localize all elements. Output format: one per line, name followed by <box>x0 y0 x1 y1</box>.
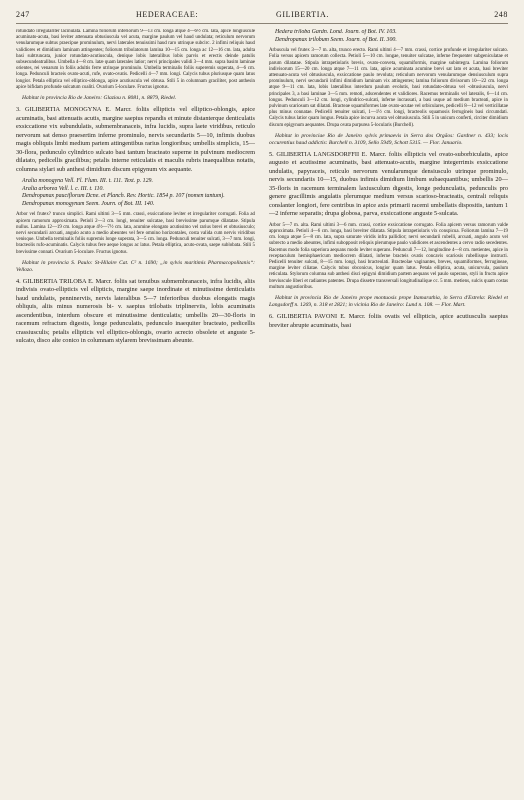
species-4-diagnosis: 4. GILIBERTIA TRILOBA E. Marcr. foliis sat tenuibus submembranaceis, infra lucidis, aliis indivisis ovato-ellipticis vel ellipticis, margine saepe inordinate et minutissime denticulatis haud undulatis, penninerviis, nervis lateralibus 5—7 inferioribus duobus elongatis magis obliquis, aliis minus numerosis bi- v. saepius trilobatis triplinerviis, lobis acuminatis ascendentibus, interdum obscure et minutissime denticulatis; umbellis 20—30-floris in racemum refractum digestis, longe pedunculatis, pedunculo inaequiter bracteato, pedicellis crassiusculis; petalis ellipticis vel elliptico-oblongis, ovario acrecto obsolete et anguste 5-sulcato, disco alte conico in columnam stylarem brevissimam abeunte. <box>16 277 255 345</box>
species-4-synonyms <box>275 29 508 44</box>
page-number-right: 248 <box>494 10 508 19</box>
species-4-habitat: Habitat in provinciae Rio de Janeiro sylvis primaevis in Serra dos Orgãos: Gardner n. 433; locis occurentius haud addictis: Burchell n. 3109, Sello 5949, Schott 5315. — Flor. Januario. <box>269 132 508 146</box>
continued-description: rotundato irregulariter lacinulata. Lamina foliorum inferiorum 9—13 cm. longa atque 4—6½ cm. lata, apice longiuscule acuminato-acuta, basi leviter attenuata obtusiuscula vel acuta, margine paulum vel haud undulata; reticulum nervorum venularumque subtus praecipue prominulum, nervi laterales tenuissimi haud raro utrinque subcirc. 2 infimi reliquis haud validiores et dimidium laminam attingentes; foliorum tribolatorum lamina 10—15 cm. longa ac 12—16 cm. lata, adulta basi subtruncata, junior rotundato-acutiuscula, denique lobis lateralibus lobis parvis et erectis deinde patulis subsecundeatralibus. Umbella 4—8 cm. latæ quam laterales latior; nervi principales validi 3—4 mm. supra basim laminae orientes, rei venarum in foliis adultis ferre utrinque prominulo. Umbella terminalis foliis superemis superata, 4—6 cm. longa. Pedunculi bracteis ovato-acuti, rufe, ovato-ovatis. Pedicelli 4—7 mm. longi. Calycis tubus pluriusque quam latus longior. Petala elliptica vel elliptico-oblonga, apice acutiuscula vel obtusa. Stili 5 in columnam graciliter, post anthesin apice bifidam profunde sulcatum coaliti. Ovarium 5-loculare. Fructus ignotus. <box>16 29 255 90</box>
species-3-habitat: Habitat in provincia S. Paulo: St-Hilaire Cat. C² n. 1690; „in sylvis maritimis Pharmacopolitanis“: Vellozo. <box>16 259 255 273</box>
page-number-left: 247 <box>16 10 30 19</box>
synonym-line: Dendropanax monogynum Seem. Journ. of Bot. III. 140. <box>22 200 155 207</box>
running-head-family: HEDERACEAE: <box>136 10 199 19</box>
species-5-description: Arbor 5—7 m. alta. Rami ultimi 3—6 mm. crassi, cortice exsiccatione corrugato. Folia apicem versus ramorum valde approximata. Petioli 4—6 cm. longa, basi breviter dilatata. Stipula intrapetiolaris vix conspicua. Foliorum lamina 7—19 cm. longa atque 5—8 cm. lata, supra saturate viridis infra pallidior; nervi secundarii rubelli, arcuati, angulo acuto vel subrecto a medio abeuntes, infimi subopposit reliquis plerumque paulo validiores et ascendentes a cervo radio secedentes. Racemus modo folia superiora aequans modo leviter superans. Pedunculi 7—12, longitudine 4—8 cm. metientes, apice in receptaculum hemisphaericum mediocrem dilatati, inferne bracteis ovatis concavis scariosis rubellisque instructi. Pedicelli tenuiter sulcati, 8—15 mm. longi, basi bracteolati. Bracteolae vaginantes, breves, squamiformes, ferrugineae, margine leviter ciliatae. Calycis tubus obconicus, longior quam latus. Petala elliptica, acuta, unicurvula, paulum reticulata. Stylorum columna sub anthesi disci epigyni dimidium partem aequans vel paulo superans, styli in fructu apice breviuscule liberi et radiantes patentes. Drupa dissetre transversali longitudinalique cc. 5 mm. metiens, sulcis quam costas multum angustioribus. <box>269 222 508 290</box>
synonym-line: Hedera triloba Gardn. Lond. Journ. of Bot. IV. 103. <box>275 29 397 35</box>
header-rule <box>16 23 508 24</box>
text-columns <box>16 29 508 792</box>
species-3-synonyms <box>22 178 255 208</box>
species-3-description: Arbor vel frutex? trunco simplici. Rami ultimi 3—5 mm. crassi, exsiccatione leviter et irregulariter corrugati. Folia ad apicem ramorum approximata. Petioli 2—3 cm. longi, tenuiter sulcatae, basi brevissime parumque dilatatae. Stipula nullus. Lamina 12—19 cm. longa atque 4½—7½ cm. lata, acumine elongato acutissimo vel rarius brevi et obtusiusculo; nervi secundarii arcuati, angulo acuto a medio abeuntes vel fere omnino horizontales, costa valida cum nervis viridibus venisque. Umbella terminalis foliis supremis longe superata, 3—5 cm. longa. Pedunculi tenuiter sulcati, 3—7 mm. longi, bracteolis rufo-acuminatis. Calycis tubus fere aeque longus ac latus. Petala elliptica, acuto-ovata, saepe sublobata. Stili 5 brevissime connati. Ovarium 5-loculare. Fructus ignotus. <box>16 212 255 255</box>
right-column <box>269 29 508 792</box>
species-5-habitat: Habitat in provincia Rio de Janeiro prope montuosis prope Itamarathia, in Serra d'Estrela: Riedel et Langsdorff n. 1269, n. 318 et 2821; in vicinia Rio de Janeiro: Lund n. 108. — Flor. Mart. <box>269 295 508 309</box>
running-header <box>16 10 508 22</box>
synonym-line: Aralia arborea Vell. l. c. III. t. 110. <box>22 185 104 192</box>
habitat-note: Habitat in provincia Rio de Janeiro: Glaziou n. 8081, n. 8879, Riedel. <box>22 95 177 102</box>
species-4-description: Arbuscula vel frutex 3—7 m. alta, trunco erecto. Rami ultimi 4—7 mm. crassi, cortice profunde et irregulariter sulcato. Folia versus apicem ramorum collecta. Petioli 5—10 cm. longae, tenuiter sulcatae, inferne frequenter subgeniculatae et parum dilatatae. Stipula intrapetiolaris brevis, ovato-conveta, squamiformis, margine subintegra. Lamina foliorum indivisorum 15—20 cm. longa atque 7—11 cm. lata, apice acuminata acumine brevi sat lato et acuta, basi breviter attenuato-acuta vel obtusiuscula, exsiccatione paulo revoluta; reticulum nervorum venularumque densiusculum supra prominulum, nervi secundarii infimi dimidium laminam vix attingentes; lamina foliorum divisorum 10—22 cm. longa atque 9—11 cm. lata, lobis lateralibus interdum paulum evolutis, basi rotundato-obtusa vel -obtusiuscula, nervi principales 3, a basi laminae 3—5 mm. remoti, adscendentes et validiores. Racemus terminalis vel lateralis, 6—14 cm. longus. Pedunculi 3—12 cm. longi, cylindrico-sulcati, inferne incrassati, a basi usque ad medium bracteati, apice in pulvinum scariosum sat dilatati. Bracteae squamiformes late ovato-acutae vel orbiculares, pedicelli 8—12 vel verticillatae plus minus connatae. Pedicelli tenuiter sulcati, 1—1½ cm. longi, bracteolis squamosis ferrugineis basi circumdati. Calycis tubus latior quam longus. Petala apice incurva acuta vel obtusiuscula. Stili 5 in unicum conferti, circiter dimidium discum epigynum aequantes. Drupa ovata purpurea 5-locularis (Burchell). <box>269 48 508 128</box>
running-head-genus: GILIBERTIA. <box>276 10 329 19</box>
species-5-diagnosis: 5. GILIBERTIA LANGSDORFFII E. Marcr. foliis ellipticis vel ovato-suborbiculatis, apice augusto et acutissime acuminatis, basi attenuato-acutis, margine integerrimis exsiccatione undulatis, papyraceis, reticulo nervorum venularumque densiusculo utrinque prominulo, nervis secundariis 10—15, duobus infimis dimidium limbum subaequantibus; umbellis 20—35-floris in racemum terminalem laxiusculum digestis, longe pedunculatis, pedunculis pro genere gracillimis angulatis plerumque medium versus scarioso-bracteatis, centrali reliquis conslanter longiori, fere centribus in apice axis primarii racemi umbellatis dispositis, tantum 1—2 inferne separatis; drupa globosa, parva, exsiccatione anguste 5-sulcata. <box>269 150 508 218</box>
species-6-diagnosis: 6. GILIBERTIA PAVONI E. Marcr. foliis ovatis vel ellipticis, apice acutiusculis saepius breviter abrupte acuminatis, basi <box>269 313 508 329</box>
left-column <box>16 29 255 792</box>
species-3-diagnosis: 3. GILIBERTIA MONOGYNA E. Marcr. foliis ellipticis vel elliptico-oblongis, apice acuminatis, basi attenuatis acutis, margine saepius repandis et minute distanterque denticulatis exsiccatione vix subundulatis, submembranaceis, infra lucidis, supra laete viridibus, reticulo nervorum sat denso praesertim inferne prominulo, nervis secundariis 5—10, infimis duobus magis obliquis limbi medium partem attingentibus rarius longioribus; umbellis simplicis, 15—30-flora, pedunculo cylindrico sulcato basi tantum bracteato superne in pulvinum mediocrem dilatato, pedicellis gracilibus; petalis interne reticulatis et maculis rubris inaequalibus notatis, columna stylari sub anthesi dimidium discum epigynum vix aequante. <box>16 106 255 173</box>
synonym-line: Dendropanax pauciflorum Dcne. et Planch. Rev. Hortic. 1854 p. 107 (nomen tantum). <box>22 193 225 200</box>
synonym-line: Aralia monogyna Vell. Fl. Flum. III. t. 111. Text. p. 129. <box>22 178 153 185</box>
synonym-line: Dendropanax trilobum Seem. Journ. of Bot. II. 300. <box>275 36 397 43</box>
